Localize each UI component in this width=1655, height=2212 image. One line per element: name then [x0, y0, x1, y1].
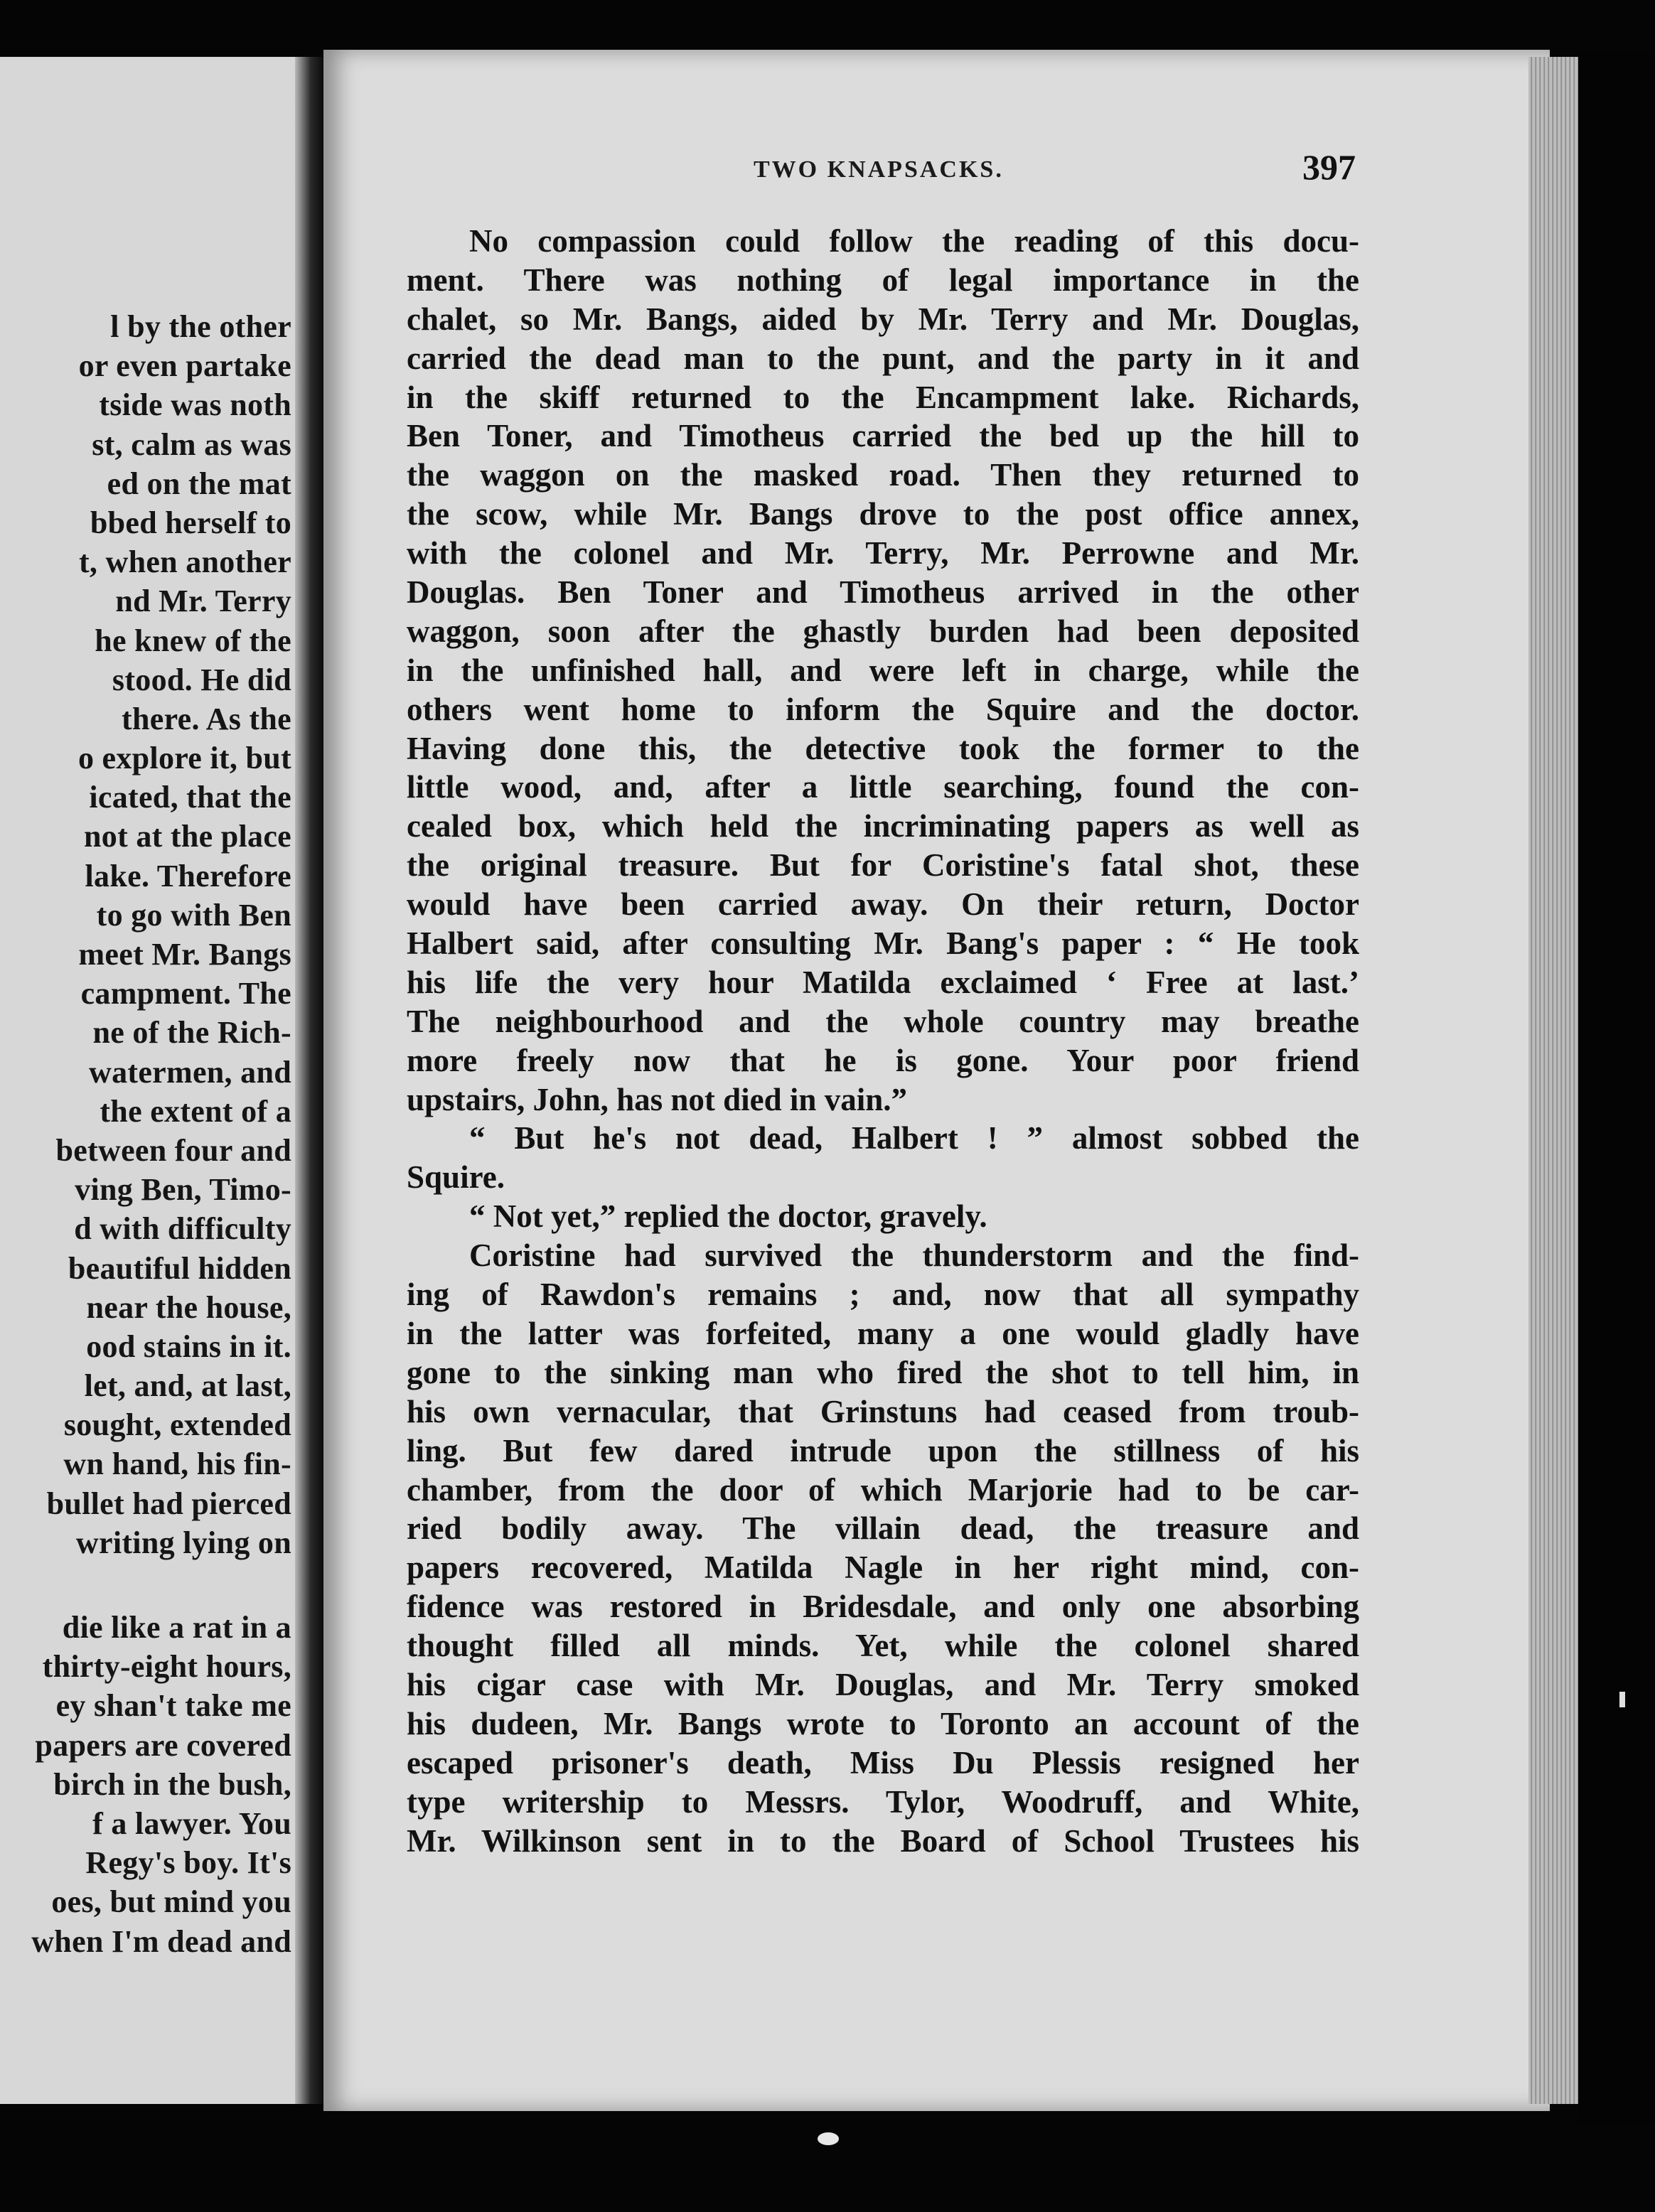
left-page-line: ed on the mat [107, 466, 291, 501]
left-page-line: thirty-eight hours, [42, 1649, 291, 1685]
text-line: in the unfinished hall, and were left in charge, while the [407, 652, 1359, 688]
left-page-line: between four and [55, 1132, 291, 1168]
text-line: carried the dead man to the punt, and the party in it and [407, 340, 1359, 376]
text-line: Mr. Wilkinson sent in to the Board of School Trustees his [407, 1822, 1359, 1859]
left-page-line: not at the place [84, 819, 291, 854]
text-line: Coristine had survived the thunderstorm and the find- [469, 1237, 1359, 1274]
left-page-line: Regy's boy. It's [85, 1845, 291, 1881]
running-head: TWO KNAPSACKS. [754, 156, 1004, 183]
text-line: thought filled all minds. Yet, while the colonel shared [407, 1628, 1359, 1664]
text-line: the original treasure. But for Coristine's fatal shot, these [407, 847, 1359, 884]
left-page-line: lake. Therefore [85, 858, 291, 893]
left-page-line: bullet had pierced [46, 1486, 291, 1521]
text-line: “ But he's not dead, Halbert ! ” almost sobbed the [469, 1120, 1359, 1156]
text-line: Ben Toner, and Timotheus carried the bed up the hill to [407, 418, 1359, 454]
text-line: in the latter was forfeited, many a one would gladly have [407, 1315, 1359, 1351]
left-page [0, 57, 306, 2104]
left-page-line: watermen, and [89, 1054, 291, 1090]
left-page-line: ving Ben, Timo- [75, 1172, 291, 1208]
left-page-line: tside was noth [99, 387, 291, 423]
left-page-line: icated, that the [89, 780, 291, 815]
page-stack-edges [1528, 57, 1578, 2104]
left-page-line: there. As the [122, 701, 291, 736]
text-line: fidence was restored in Bridesdale, and only one absorbing [407, 1589, 1359, 1625]
text-line: gone to the sinking man who fired the shot to tell him, in [407, 1354, 1359, 1390]
text-line: Halbert said, after consulting Mr. Bang's paper : “ He took [407, 925, 1359, 962]
left-page-line: o explore it, but [77, 741, 291, 776]
left-page-line: writing lying on [75, 1525, 291, 1560]
text-line: “ Not yet,” replied the doctor, gravely. [469, 1198, 987, 1235]
left-page-line: beautiful hidden [68, 1250, 291, 1286]
scan-background-edge [1578, 50, 1655, 2125]
left-page-line: nd Mr. Terry [115, 584, 291, 619]
page-number: 397 [1302, 147, 1356, 187]
text-line: upstairs, John, has not died in vain.” [407, 1081, 907, 1117]
text-line: cealed box, which held the incriminating papers as well as [407, 808, 1359, 844]
text-line: ment. There was nothing of legal importance in the [407, 262, 1359, 298]
body-text [407, 222, 1359, 1860]
text-line: papers recovered, Matilda Nagle in her right mind, con- [407, 1550, 1359, 1586]
text-line: ling. But few dared intrude upon the stillness of his [407, 1432, 1359, 1469]
left-page-line: ood stains in it. [86, 1328, 291, 1364]
left-page-text [0, 307, 291, 1961]
text-line: Squire. [407, 1159, 505, 1196]
text-line: The neighbourhood and the whole country may breathe [407, 1003, 1359, 1039]
text-line: his dudeen, Mr. Bangs wrote to Toronto an account of the [407, 1705, 1359, 1741]
text-line: waggon, soon after the ghastly burden had been deposited [407, 613, 1359, 649]
left-page-line: campment. The [80, 976, 291, 1011]
text-line: ing of Rawdon's remains ; and, now that all sympathy [407, 1277, 1359, 1313]
text-line: Douglas. Ben Toner and Timotheus arrived in the other [407, 574, 1359, 611]
scan-speck [818, 2132, 839, 2145]
left-page-line: the extent of a [100, 1093, 291, 1129]
left-page-line: or even partake [78, 348, 291, 384]
text-line: type writership to Messrs. Tylor, Woodruff, and White, [407, 1783, 1359, 1820]
left-page-line: oes, but mind you [51, 1884, 291, 1920]
left-page-line: bbed herself to [90, 505, 291, 540]
left-page-line: to go with Ben [96, 897, 291, 933]
text-line: would have been carried away. On their return, Doctor [407, 886, 1359, 923]
text-line: Having done this, the detective took the former to the [407, 730, 1359, 766]
left-page-line: ey shan't take me [55, 1688, 291, 1724]
left-page-line: ne of the Rich- [92, 1015, 291, 1051]
text-line: more freely now that he is gone. Your poor friend [407, 1042, 1359, 1078]
text-line: the scow, while Mr. Bangs drove to the post office annex, [407, 496, 1359, 532]
left-page-line: d with difficulty [74, 1211, 291, 1247]
left-page-line: near the house, [86, 1289, 291, 1325]
left-page-line: papers are covered [35, 1727, 291, 1763]
book-gutter [295, 57, 323, 2104]
text-line: chalet, so Mr. Bangs, aided by Mr. Terry and Mr. Douglas, [407, 301, 1359, 337]
left-page-line: birch in the bush, [53, 1766, 291, 1802]
text-line: No compassion could follow the reading of this docu- [469, 223, 1359, 259]
text-line: his cigar case with Mr. Douglas, and Mr. Terry smoked [407, 1666, 1359, 1702]
text-line: in the skiff returned to the Encampment lake. Richards, [407, 379, 1359, 415]
left-page-line: meet Mr. Bangs [78, 937, 291, 972]
left-page-line: sought, extended [63, 1407, 291, 1443]
text-line: with the colonel and Mr. Terry, Mr. Perrowne and Mr. [407, 535, 1359, 571]
scan-speck [1619, 1692, 1625, 1707]
left-page-line: die like a rat in a [62, 1610, 291, 1645]
text-line: his own vernacular, that Grinstuns had ceased from troub- [407, 1393, 1359, 1429]
text-line: chamber, from the door of which Marjorie had to be car- [407, 1471, 1359, 1508]
text-line: escaped prisoner's death, Miss Du Plessis resigned her [407, 1744, 1359, 1781]
text-line: the waggon on the masked road. Then they returned to [407, 457, 1359, 493]
left-page-line: he knew of the [95, 623, 291, 658]
left-page-line: when I'm dead and [31, 1923, 291, 1959]
text-line: others went home to inform the Squire and the doctor. [407, 691, 1359, 727]
text-line: ried bodily away. The villain dead, the treasure and [407, 1510, 1359, 1547]
text-line: little wood, and, after a little searching, found the con- [407, 769, 1359, 805]
left-page-line: let, and, at last, [84, 1368, 291, 1404]
left-page-line: stood. He did [112, 662, 291, 697]
left-page-line: st, calm as was [92, 426, 291, 462]
left-page-line: f a lawyer. You [92, 1805, 291, 1841]
left-page-line [0, 1562, 291, 1608]
left-page-line: wn hand, his fin- [63, 1446, 291, 1482]
left-page-line: l by the other [110, 309, 291, 344]
text-line: his life the very hour Matilda exclaimed ‘ Free at last.’ [407, 964, 1359, 1000]
left-page-line: t, when another [78, 544, 291, 580]
